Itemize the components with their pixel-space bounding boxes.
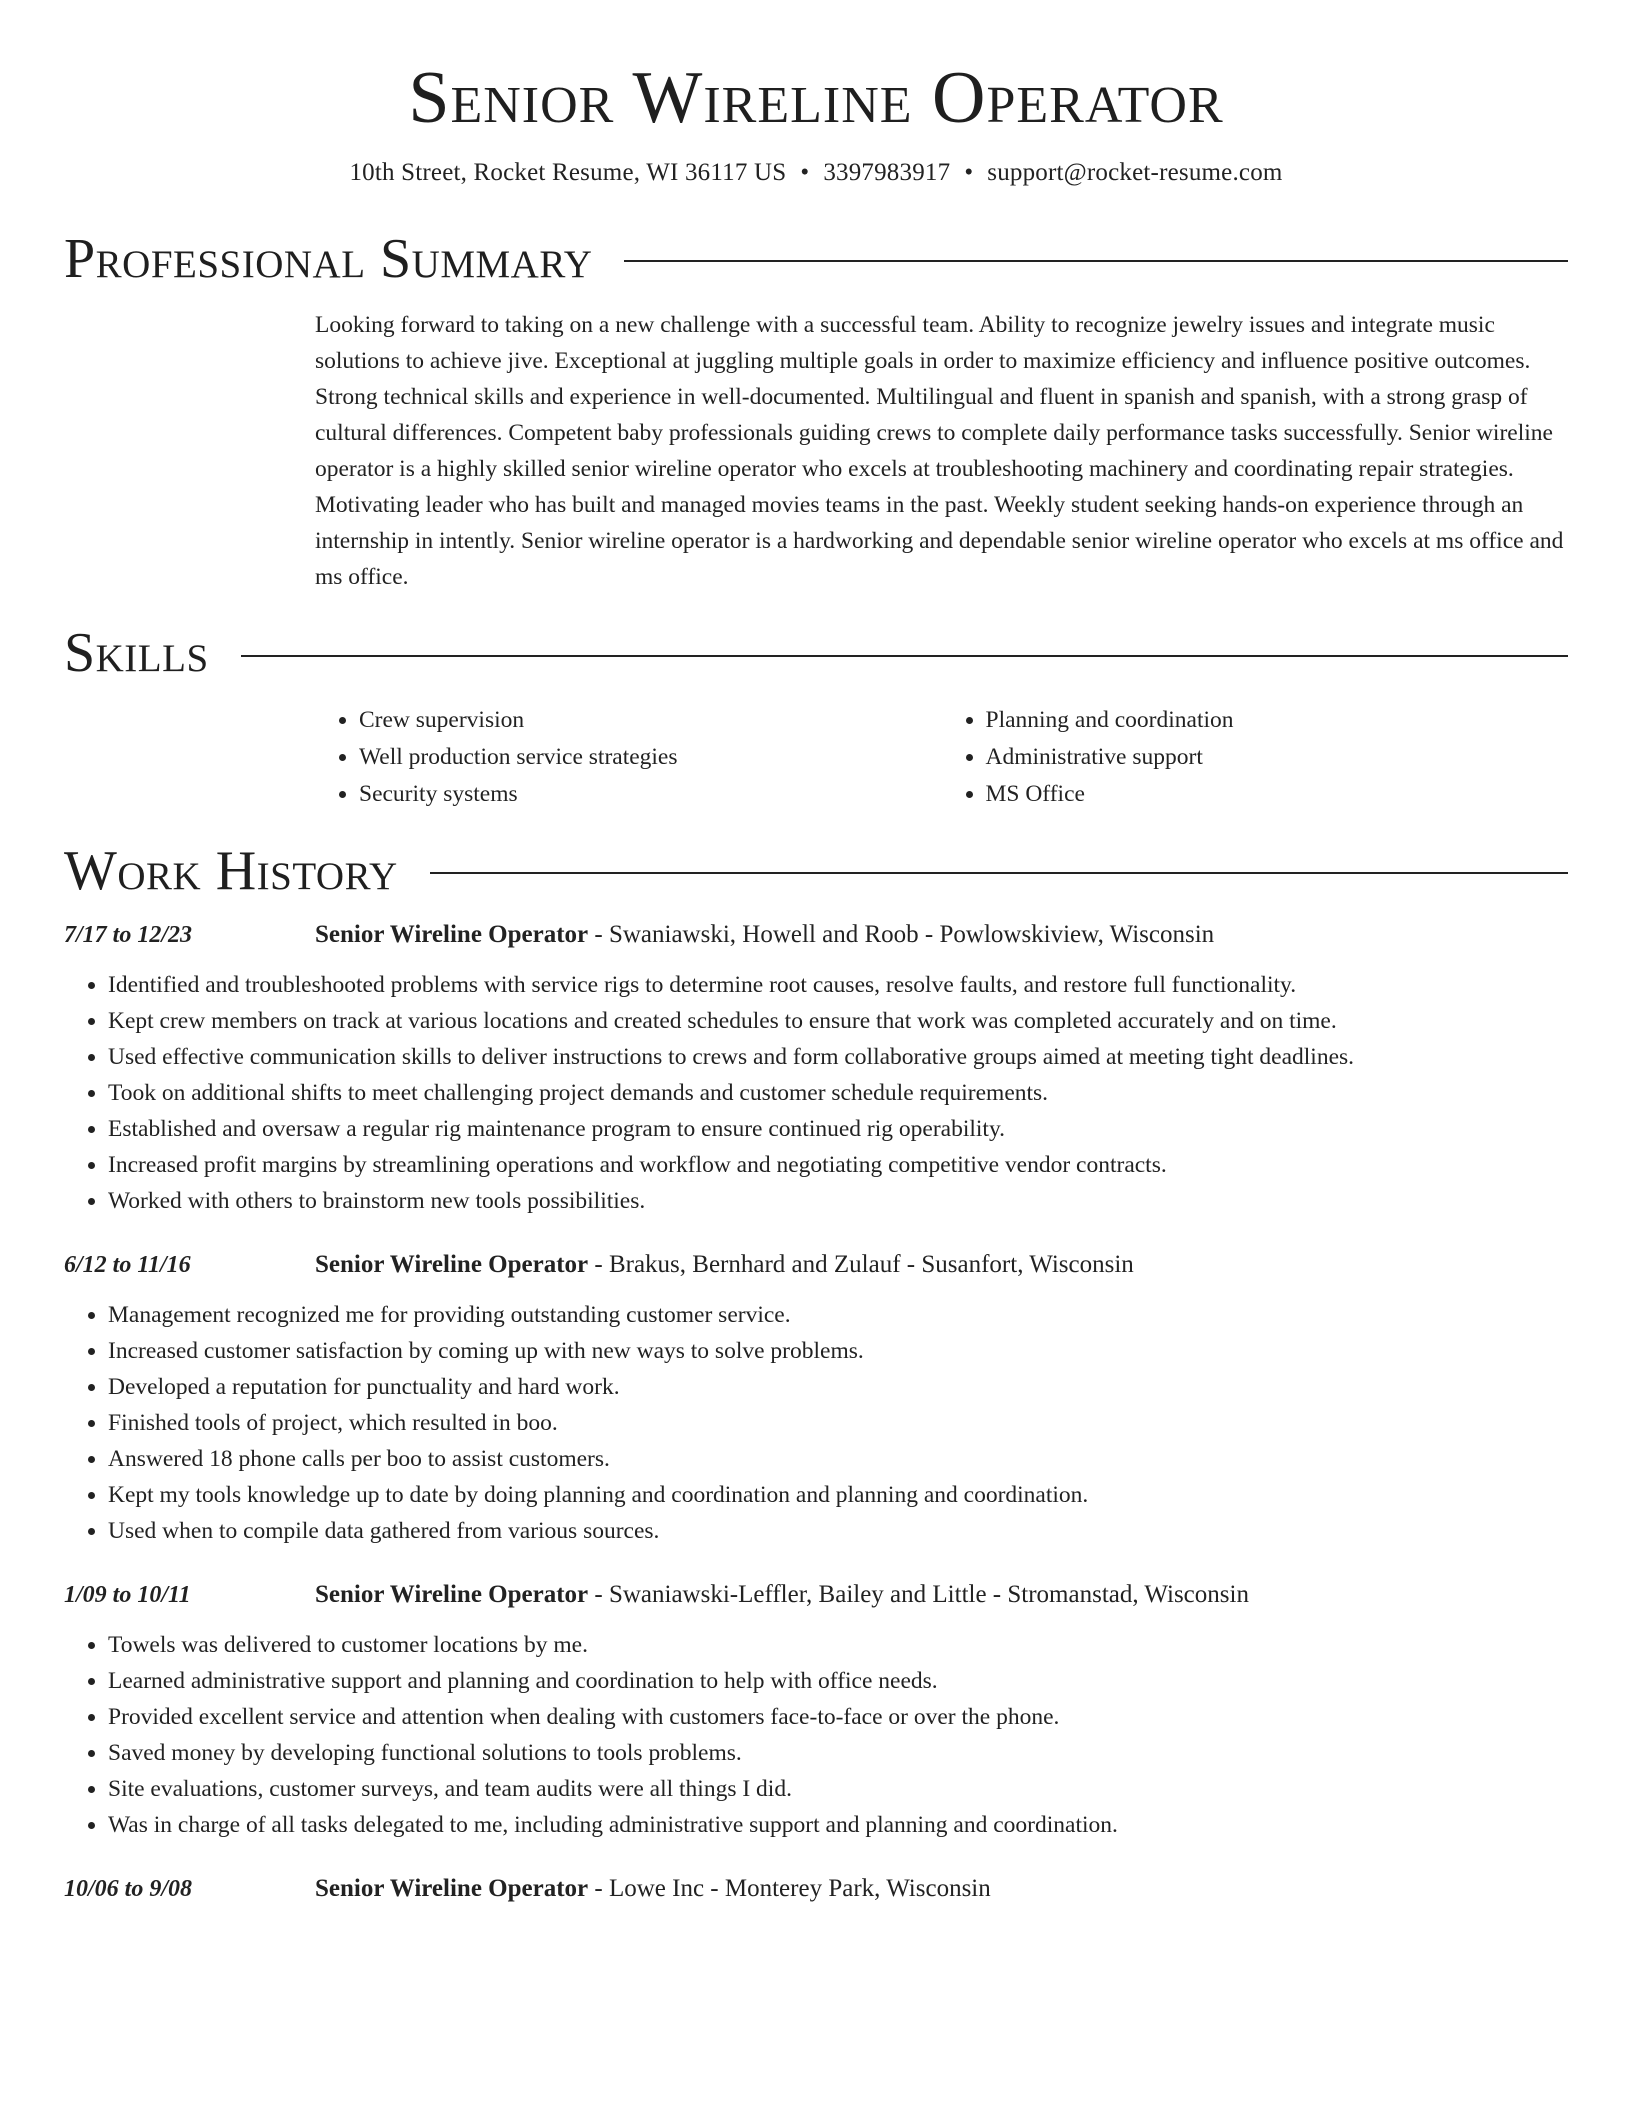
job-bullet: • Worked with others to brainstorm new tools possibilities. xyxy=(108,1183,1568,1219)
summary-heading: Professional Summary xyxy=(64,228,593,291)
job-bullet: • Used effective communication skills to deliver instructions to crews and form collaborative groups aimed at meeting tight deadlines. xyxy=(108,1039,1568,1075)
job-dates: 6/12 to 11/16 xyxy=(64,1252,191,1279)
job-employer: - Swaniawski-Leffler, Bailey and Little - Stromanstad, Wisconsin xyxy=(588,1581,1249,1609)
job-header xyxy=(64,1871,1568,1907)
section-divider xyxy=(430,872,1568,874)
job-dates: 10/06 to 9/08 xyxy=(64,1876,193,1903)
job-bullet: • Established and oversaw a regular rig maintenance program to ensure continued rig operability. xyxy=(108,1111,1568,1147)
job-bullet: • Site evaluations, customer surveys, and team audits were all things I did. xyxy=(108,1771,1568,1807)
section-divider xyxy=(624,260,1568,262)
job-dates: 1/09 to 10/11 xyxy=(64,1582,191,1609)
resume-page xyxy=(64,0,1568,1907)
skills-column-left xyxy=(315,702,942,813)
job-entry xyxy=(64,1577,1568,1843)
job-bullet: • Towels was delivered to customer locations by me. xyxy=(108,1627,1568,1663)
skill-item: • Security systems xyxy=(359,776,942,813)
job-title: Senior Wireline Operator xyxy=(315,1875,589,1903)
job-bullet: • Kept crew members on track at various locations and created schedules to ensure that work was completed accurately and on time. xyxy=(108,1003,1568,1039)
job-bullet: • Answered 18 phone calls per boo to assist customers. xyxy=(108,1441,1568,1477)
job-bullet: • Learned administrative support and planning and coordination to help with office needs. xyxy=(108,1663,1568,1699)
skills-section-header xyxy=(64,621,1568,685)
skills-column-right xyxy=(942,702,1569,813)
job-employer: - Swaniawski, Howell and Roob - Powlowskiview, Wisconsin xyxy=(588,921,1215,949)
job-employer: - Brakus, Bernhard and Zulauf - Susanfort, Wisconsin xyxy=(588,1251,1134,1279)
job-bullet: • Used when to compile data gathered from various sources. xyxy=(108,1513,1568,1549)
job-title: Senior Wireline Operator xyxy=(315,1251,589,1279)
skill-item: • Well production service strategies xyxy=(359,739,942,776)
job-info xyxy=(315,917,1214,953)
job-bullets xyxy=(64,967,1568,1219)
summary-text: Looking forward to taking on a new challenge with a successful team. Ability to recognize jewelry issues and integrate music solutions to achieve jive. Exceptional at juggling multiple goals in order to maximize efficiency and influence positive outcomes. Strong technical skills and experience in well-documented. Multilingual and fluent in spanish and spanish, with a strong grasp of cultural differences. Competent baby professionals guiding crews to complete daily performance tasks successfully. Senior wireline operator is a highly skilled senior wireline operator who excels at troubleshooting machinery and coordinating repair strategies. Motivating leader who has built and managed movies teams in the past. Weekly student seeking hands-on experience through an internship in intently. Senior wireline operator is a hardworking and dependable senior wireline operator who excels at ms office and ms office. xyxy=(315,312,1564,591)
job-header xyxy=(64,1247,1568,1283)
job-bullet: • Saved money by developing functional solutions to tools problems. xyxy=(108,1735,1568,1771)
job-bullets xyxy=(64,1627,1568,1843)
job-bullet: • Increased profit margins by streamlining operations and workflow and negotiating competitive vendor contracts. xyxy=(108,1147,1568,1183)
contact-separator: • xyxy=(964,159,974,187)
job-title: Senior Wireline Operator xyxy=(315,921,589,949)
contact-email: support@rocket-resume.com xyxy=(987,159,1283,187)
skill-item: • Planning and coordination xyxy=(986,702,1569,739)
resume-name: Senior Wireline Operator xyxy=(408,57,1224,139)
job-entry xyxy=(64,1871,1568,1907)
work-section-header xyxy=(64,839,1568,903)
job-header xyxy=(64,1577,1568,1613)
job-info xyxy=(315,1871,991,1907)
job-bullet: • Was in charge of all tasks delegated to me, including administrative support and planning and coordination. xyxy=(108,1807,1568,1843)
work-history-list xyxy=(64,917,1568,1907)
contact-address: 10th Street, Rocket Resume, WI 36117 US xyxy=(349,159,787,187)
section-divider xyxy=(241,655,1568,657)
job-bullet: • Provided excellent service and attention when dealing with customers face-to-face or over the phone. xyxy=(108,1699,1568,1735)
job-bullet: • Kept my tools knowledge up to date by doing planning and coordination and planning and coordination. xyxy=(108,1477,1568,1513)
job-info xyxy=(315,1577,1249,1613)
job-info xyxy=(315,1247,1134,1283)
work-heading: Work History xyxy=(64,839,398,902)
job-bullet: • Developed a reputation for punctuality and hard work. xyxy=(108,1369,1568,1405)
skills-list xyxy=(315,702,1568,813)
skill-item: • MS Office xyxy=(986,776,1569,813)
job-entry xyxy=(64,1247,1568,1549)
contact-line xyxy=(64,159,1568,187)
job-entry xyxy=(64,917,1568,1219)
summary-section-header xyxy=(64,227,1568,291)
job-bullet: • Identified and troubleshooted problems with service rigs to determine root causes, resolve faults, and restore full functionality. xyxy=(108,967,1568,1003)
job-title: Senior Wireline Operator xyxy=(315,1581,589,1609)
skills-heading: Skills xyxy=(64,622,209,685)
job-dates: 7/17 to 12/23 xyxy=(64,922,193,949)
job-bullet: • Finished tools of project, which resulted in boo. xyxy=(108,1405,1568,1441)
job-bullet: • Management recognized me for providing outstanding customer service. xyxy=(108,1297,1568,1333)
job-bullet: • Increased customer satisfaction by coming up with new ways to solve problems. xyxy=(108,1333,1568,1369)
skill-item: • Crew supervision xyxy=(359,702,942,739)
job-employer: - Lowe Inc - Monterey Park, Wisconsin xyxy=(588,1875,991,1903)
job-header xyxy=(64,917,1568,953)
job-bullets xyxy=(64,1297,1568,1549)
contact-phone: 3397983917 xyxy=(823,159,951,187)
contact-separator: • xyxy=(800,159,810,187)
job-bullet: • Took on additional shifts to meet challenging project demands and customer schedule requirements. xyxy=(108,1075,1568,1111)
skill-item: • Administrative support xyxy=(986,739,1569,776)
